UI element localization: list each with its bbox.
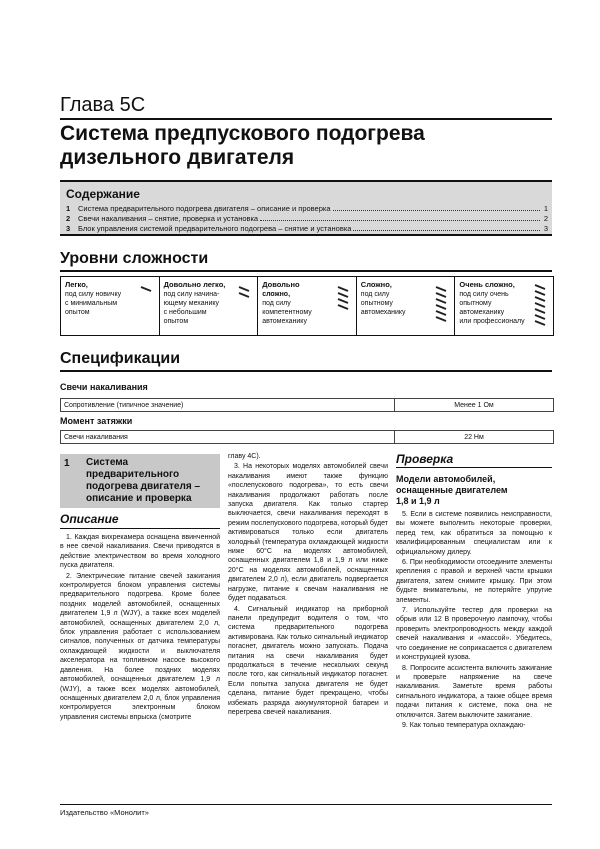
level-line: автомеханику (262, 318, 307, 325)
difficulty-level-5 (455, 277, 553, 335)
level-line: с небольшим (163, 309, 207, 316)
difficulty-level-4 (357, 277, 456, 335)
toc-num: 1 (66, 204, 71, 213)
spec-value: Менее 1 Ом (454, 401, 494, 409)
paragraph: 3. На некоторых моделях автомобилей свечи накаливания имеют также функцию «послепускового подогрева», то есть свечи накаливания продолжают работать после запуска двигателя. Как только стартер выключается, свечи накаливания переходят в режим послепускового подогрева, который будет активироваться только если двигатель холодный (температура охлаждающей жидкости ниже 60°С на моделях автомобилей, оснащенных двигателем 1,8 и 1,9 л или ниже 20°С на моделях автомобилей, оснащенных двигателем 2,0 л), если двигатель подвергается нагрузке, питание к свечам накаливания не будет подаваться. (228, 463, 388, 603)
spec-label: Сопротивление (типичное значение) (61, 399, 395, 411)
paragraph: 4. Сигнальный индикатор на приборной панели предупредит водителя о том, что система предварительного подогрева активирована. Как только сигнальный индикатор погаснет, двигатель можно запускать. Подача питания на свечи накаливания будет продолжаться в течение нескольких секунд после того, как сигнальный индикатор погаснет. Если попытка запуска двигателя не будет сделана, питание будет прекращено, чтобы избежать разряда аккумуляторной батареи и перегрева свечей накаливания. (228, 605, 388, 716)
paragraph: 2. Электрические питание свечей зажигания контролируется блоком управления системы предварительного подогрева. Кроме более поздних моделей автомобилей, оснащенных двигателем 1,9 л (WJY), а также всех моделей автомобилей, оснащенных двигателем 2,0 л, блок управления работает с использованием сигналов, полученных от датчика температуры охлаждающей жидкости и выключателя акселератора на топливном насосе высокого давления. На более поздних моделях автомобилей, оснащенных двигателем 1,9 л (WJY), а также всех моделях автомобилей, оснащенных двигателем 2,0 л, блок управления контролируется электронным блоком управления системы впрыска (смотрите (60, 572, 220, 721)
contents-box (60, 180, 552, 236)
level-line: опытному (459, 300, 492, 307)
level-line: автомеханику (360, 309, 406, 316)
wrench-icon (430, 281, 452, 329)
difficulty-heading: Уровни сложности (60, 250, 209, 267)
check-rule (396, 467, 552, 468)
toc-leader (260, 214, 540, 221)
specs-rule (60, 370, 552, 372)
section-title-line: Система (86, 457, 129, 468)
level-title: Легко, (65, 280, 88, 289)
level-line: опытом (65, 309, 90, 316)
page-title (60, 122, 425, 170)
section-title-box (60, 454, 220, 508)
difficulty-rule (60, 270, 552, 272)
publisher-footer: Издательство «Монолит» (60, 808, 149, 817)
spec-row (60, 430, 554, 444)
paragraph: 9. Как только температура охлаждаю- (402, 721, 526, 729)
section-number: 1 (64, 458, 70, 469)
level-title: Довольно легко, (163, 280, 226, 289)
level-line: под силу (360, 291, 390, 298)
difficulty-levels (60, 276, 554, 336)
description-heading: Описание (60, 512, 119, 526)
header-rule (60, 118, 552, 120)
level-line: ющему механику (163, 300, 220, 307)
level-line: сложно, (262, 291, 291, 298)
toc-leader (353, 224, 540, 231)
wrench-icon (332, 281, 354, 329)
toc-item[interactable] (66, 204, 548, 213)
glow-plugs-heading: Свечи накаливания (60, 382, 148, 392)
text-column-2 (228, 452, 388, 718)
toc-page: 3 (543, 224, 548, 233)
toc-item[interactable] (66, 214, 548, 223)
level-line: под силу начина- (163, 291, 220, 298)
difficulty-level-1 (61, 277, 160, 335)
level-line: под силу очень (459, 291, 509, 298)
models-heading (396, 474, 508, 507)
chapter-label: Глава 5C (60, 94, 146, 116)
level-line: компетентному (262, 309, 312, 316)
paragraph: 1. Каждая вихрекамера оснащена ввинченной в нее свечой накаливания. Свечи приводятся в действие электричеством во время холодного пуска двигателя. (60, 534, 220, 570)
text-column-3 (396, 510, 552, 731)
level-title: Очень сложно, (459, 280, 515, 289)
models-heading-line: 1,8 и 1,9 л (396, 496, 440, 506)
wrench-icon (135, 281, 157, 329)
level-title: Сложно, (360, 280, 392, 289)
level-line: автомеханику (459, 309, 505, 316)
toc-leader (333, 204, 540, 211)
paragraph: 6. При необходимости отсоедините элементы крепления с правой и верхней части крышки двигателя, затем снимите крышку. При этом будьте внимательны, не потеряйте упругие элементы. (396, 559, 552, 604)
level-line: под силу новичку (65, 291, 122, 298)
level-title: Довольно (262, 280, 300, 289)
section-title-line: описание и проверка (86, 493, 192, 504)
level-line: опытом (163, 318, 189, 325)
section-title-line: предварительного (86, 469, 180, 480)
paragraph: 8. Попросите ассистента включить зажигание и проверьте напряжение на свече накаливания. Заметьте время работы сигнального индикатора, а также общее время подачи питания к системе, пока она не отключится. Затем выключите зажигание. (396, 664, 552, 719)
wrench-icon (529, 281, 551, 329)
spec-row (60, 398, 554, 412)
spec-label: Свечи накаливания (61, 431, 395, 443)
toc-num: 2 (66, 214, 71, 223)
paragraph: 5. Если в системе появились неисправности, вы можете выполнить некоторые проверки, перед тем, как обратиться за помощью к квалифицированным специалистам или к официальному дилеру. (396, 511, 552, 556)
footer-rule (60, 804, 552, 805)
spec-value: 22 Нм (464, 433, 484, 441)
title-line-1: Система предпускового подогрева (60, 122, 425, 145)
torque-heading: Момент затяжки (60, 416, 133, 426)
toc-page: 2 (543, 214, 548, 223)
paragraph: главу 4С). (228, 453, 261, 460)
toc-num: 3 (66, 224, 71, 233)
toc-text: Свечи накаливания – снятие, проверка и установка (78, 214, 259, 223)
section-title (86, 457, 200, 505)
toc-text: Система предварительного подогрева двигателя – описание и проверка (78, 204, 331, 213)
specs-heading: Спецификации (60, 350, 181, 367)
level-line: или профессионалу (459, 318, 525, 325)
level-line: с минимальным (65, 300, 118, 307)
toc-item[interactable] (66, 224, 548, 233)
check-heading: Проверка (396, 452, 454, 466)
difficulty-level-2 (160, 277, 259, 335)
difficulty-level-3 (258, 277, 357, 335)
contents-heading: Содержание (66, 187, 140, 201)
title-line-2: дизельного двигателя (60, 146, 295, 169)
toc-text: Блок управления системой предварительного подогрева – снятие и установка (78, 224, 352, 233)
toc-page: 1 (543, 204, 548, 213)
section-title-line: подогрева двигателя – (86, 481, 201, 492)
description-rule (60, 528, 220, 529)
level-line: под силу (262, 300, 291, 307)
text-column-1 (60, 533, 220, 723)
models-heading-line: оснащенные двигателем (396, 485, 508, 495)
wrench-icon (233, 281, 255, 329)
models-heading-line: Модели автомобилей, (396, 474, 496, 484)
paragraph: 7. Используйте тестер для проверки на обрыв или 12 В проверочную лампочку, чтобы проверить электропроводность между каждой свечей накаливания и «массой». Убедитесь, что соединение не соприкасается с двигателем и конструкцией кузова. (396, 607, 552, 662)
level-line: опытному (360, 300, 393, 307)
